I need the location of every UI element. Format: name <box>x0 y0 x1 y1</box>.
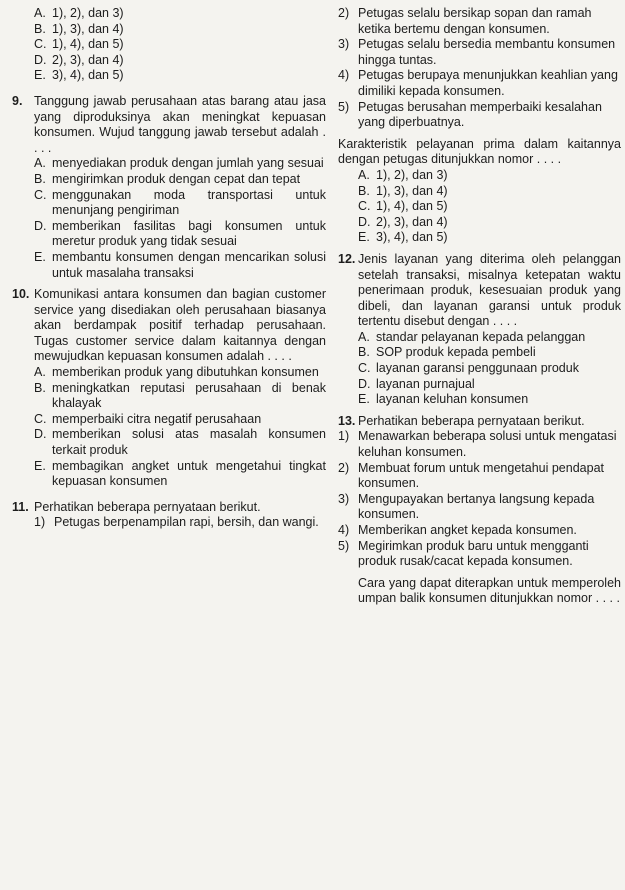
question-number: 12. <box>338 251 356 266</box>
option-e: E. 3), 4), dan 5) <box>34 68 124 83</box>
question-number: 9. <box>12 93 23 108</box>
question-stem: Perhatikan beberapa pernyataan berikut. <box>34 499 261 514</box>
option-a: A. memberikan produk yang dibutuhkan konsumen <box>34 365 319 380</box>
question-number: 11. <box>12 499 29 514</box>
option-a: A. menyediakan produk dengan jumlah yang sesuai <box>34 156 324 171</box>
question-stem: Jenis layanan yang diterima oleh pelanggan setelah transaksi, misalnya ketepatan waktu penerimaan produk, kesesuaian produk yang dibeli, dan layanan garansi untuk produk tertentu disebut dengan . . . . <box>358 251 621 329</box>
option-b: B. SOP produk kepada pembeli <box>358 345 536 360</box>
question-stem: Perhatikan beberapa pernyataan berikut. <box>358 413 585 428</box>
option-c: C. memperbaiki citra negatif perusahaan <box>34 411 262 426</box>
option-e: E. membantu konsumen dengan mencarikan solusi untuk masalaha transaksi <box>34 249 326 280</box>
right-column <box>338 6 621 607</box>
statement-1: 1) Petugas berpenampilan rapi, bersih, dan wangi. <box>34 515 319 530</box>
option-b: B. meningkatkan reputasi perusahaan di benak khalayak <box>34 380 326 411</box>
option-d: D. memberikan solusi atas masalah konsumen terkait produk <box>34 427 326 458</box>
option-e: E. 3), 4), dan 5) <box>358 230 448 245</box>
option-e: E. layanan keluhan konsumen <box>358 392 529 407</box>
option-a: A. 1), 2), dan 3) <box>358 167 448 182</box>
question-11 <box>6 500 326 531</box>
question-stem: Tanggung jawab perusahaan atas barang atau jasa yang diproduksinya akan meningkat kepuasan konsumen. Wujud tanggung jawab tersebut adalah . . . . <box>34 93 326 155</box>
statement-2: 2) Membuat forum untuk mengetahui pendapat konsumen. <box>338 460 604 491</box>
question-text: Karakteristik pelayanan prima dalam kaitannya dengan petugas ditunjukkan nomor . . . . <box>338 136 621 167</box>
question-12 <box>338 252 621 408</box>
option-c: C. layanan garansi penggunaan produk <box>358 361 579 376</box>
question-9 <box>6 94 326 281</box>
statement-1: 1) Menawarkan beberapa solusi untuk mengatasi keluhan konsumen. <box>338 429 617 460</box>
option-b: B. 1), 3), dan 4) <box>34 21 124 36</box>
option-b: B. mengirimkan produk dengan cepat dan tepat <box>34 171 301 186</box>
statement-4: 4) Memberikan angket kepada konsumen. <box>338 523 577 537</box>
option-d: D. 2), 3), dan 4) <box>34 52 124 67</box>
previous-question-options <box>6 6 326 84</box>
statement-3: 3) Mengupayakan bertanya langsung kepada konsumen. <box>338 491 595 522</box>
left-column <box>6 6 326 531</box>
statement-5: 5) Megirimkan produk baru untuk mengganti produk rusak/cacat kepada konsumen. <box>338 538 589 569</box>
option-e: E. membagikan angket untuk mengetahui tingkat kepuasan konsumen <box>34 458 326 489</box>
statement-2: 2) Petugas selalu bersikap sopan dan ramah ketika bertemu dengan konsumen. <box>338 6 592 36</box>
question-text: Cara yang dapat diterapkan untuk memperoleh umpan balik konsumen ditunjukkan nomor . . . . <box>358 575 621 606</box>
statement-5: 5) Petugas berusahan memperbaiki kesalahan yang diperbuatnya. <box>338 99 602 130</box>
question-number: 10. <box>12 287 30 302</box>
question-stem: Komunikasi antara konsumen dan bagian customer service yang disediakan oleh perusahaan biasanya akan berdampak positif terhadap perusahaan. Tugas customer service dalam kaitannya dengan mewujudkan kepuasan konsumen adalah . . . . <box>34 287 326 364</box>
option-c: C. menggunakan moda transportasi untuk menunjang pengiriman <box>34 187 326 218</box>
option-a: A. standar pelayanan kepada pelanggan <box>358 329 586 344</box>
question-number: 13. <box>338 413 356 428</box>
option-d: D. memberikan fasilitas bagi konsumen untuk meretur produk yang tidak sesuai <box>34 218 326 249</box>
option-c: C. 1), 4), dan 5) <box>34 37 124 52</box>
option-b: B. 1), 3), dan 4) <box>358 183 448 198</box>
question-13 <box>338 414 621 607</box>
question-10 <box>6 287 326 490</box>
option-c: C. 1), 4), dan 5) <box>358 199 448 214</box>
statement-4: 4) Petugas berupaya menunjukkan keahlian yang dimiliki kepada konsumen. <box>338 68 618 98</box>
option-d: D. layanan purnajual <box>358 376 475 391</box>
option-d: D. 2), 3), dan 4) <box>358 214 448 229</box>
question-11-continued <box>338 6 621 246</box>
option-a: A. 1), 2), dan 3) <box>34 6 124 20</box>
statement-3: 3) Petugas selalu bersedia membantu konsumen hingga tuntas. <box>338 37 616 67</box>
